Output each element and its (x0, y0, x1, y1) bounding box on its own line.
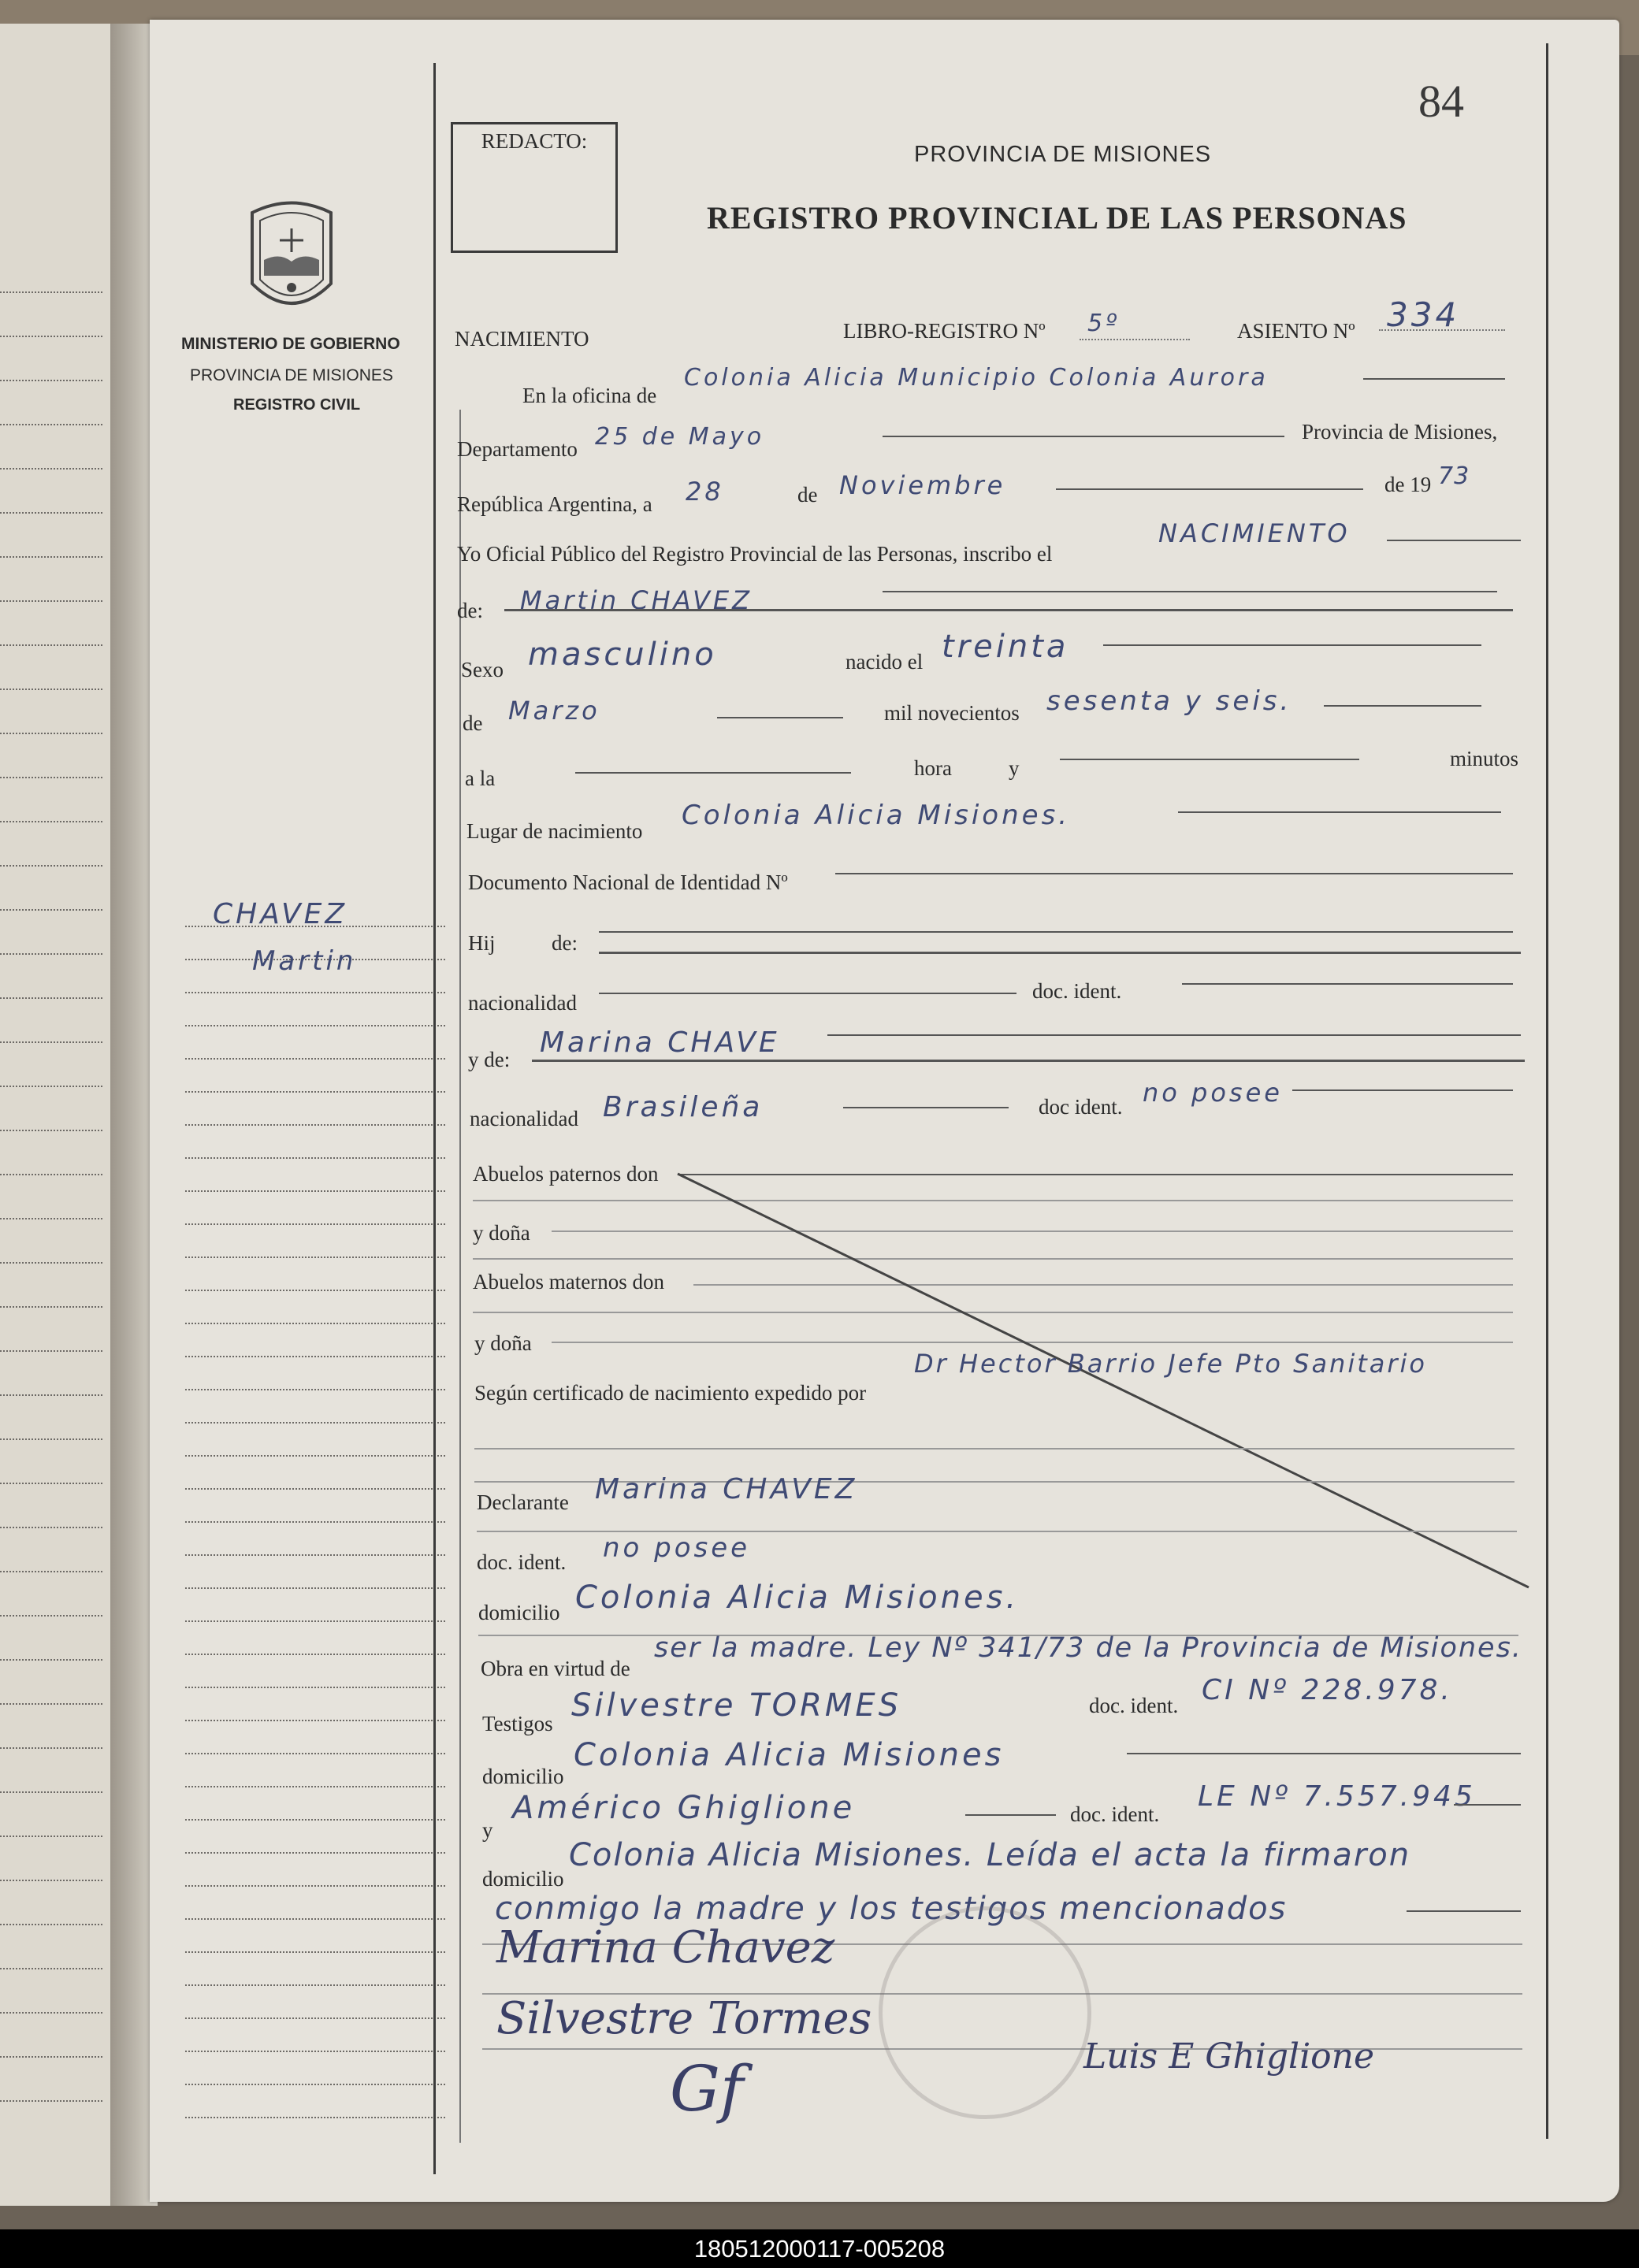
ministry-line2: PROVINCIA DE MISIONES (190, 366, 393, 384)
mil-value: sesenta y seis. (1046, 685, 1292, 717)
departamento-label: Departamento (457, 437, 578, 461)
anio-label: de 19 (1384, 473, 1432, 496)
official-stamp (879, 1906, 1091, 2119)
nac-mes-value: Marzo (508, 696, 600, 726)
abuelos-m-label: Abuelos maternos don (473, 1270, 664, 1294)
domicilio3-value: Colonia Alicia Misiones. Leída el acta la firmaron (569, 1837, 1411, 1873)
minutos-label: minutos (1450, 747, 1519, 770)
ministry-line3: REGISTRO CIVIL (233, 396, 361, 414)
domicilio3-label: domicilio (482, 1867, 564, 1891)
hij-de-label: de: (552, 931, 578, 955)
certificado-label: Según certificado de nacimiento expedido por (474, 1381, 867, 1405)
docident2-value: no posee (1143, 1078, 1283, 1108)
provincia-label: Provincia de Misiones, (1302, 420, 1498, 444)
departamento-value: 25 de Mayo (595, 423, 765, 451)
margin-surname: CHAVEZ (213, 898, 348, 930)
nac2-label: nacionalidad (470, 1107, 578, 1130)
sexo-label: Sexo (461, 658, 504, 681)
asiento-label: ASIENTO Nº (1237, 319, 1355, 343)
nacido-label: nacido el (846, 650, 924, 674)
declarante-label: Declarante (477, 1490, 569, 1514)
docident5-line (1454, 1804, 1521, 1806)
signature-madre: Marina Chavez (496, 1922, 835, 1973)
asiento-value: 334 (1387, 295, 1460, 334)
madre-value: Marina CHAVE (540, 1026, 780, 1059)
ydona1-label: y doña (473, 1221, 530, 1245)
registry-title: REGISTRO PROVINCIAL DE LAS PERSONAS (707, 200, 1407, 236)
domicilio2-value: Colonia Alicia Misiones (574, 1737, 1005, 1773)
signature-testigo1: Silvestre Tormes (496, 1993, 872, 2044)
page-number: 84 (1418, 76, 1464, 127)
oficina-label: En la oficina de (522, 384, 657, 407)
republica-label: República Argentina, a (457, 492, 652, 516)
footer-bar (0, 2229, 1639, 2268)
nacimiento-label: NACIMIENTO (455, 327, 589, 351)
de-nombre-label: de: (457, 599, 483, 622)
oficina-value: Colonia Alicia Municipio Colonia Aurora (684, 364, 1269, 392)
libro-label: LIBRO-REGISTRO Nº (843, 319, 1046, 343)
anio-value: 73 (1438, 462, 1470, 490)
certificado-line2 (474, 1448, 1514, 1450)
mes-value: Noviembre (839, 470, 1006, 500)
de-label: de (797, 483, 818, 507)
hij-label: Hij (468, 931, 496, 955)
oficial-value: NACIMIENTO (1158, 518, 1351, 548)
domicilio2-label: domicilio (482, 1765, 564, 1788)
certificado-value: Dr Hector Barrio Jefe Pto Sanitario (914, 1349, 1427, 1379)
footer-id: 180512000117-005208 (693, 2235, 946, 2262)
libro-value: 5º (1087, 310, 1121, 337)
ala-label: a la (465, 767, 496, 790)
conmigo-line (1407, 1910, 1521, 1912)
conmigo-value: conmigo la madre y los testigos mencionados (495, 1891, 1288, 1927)
nacido-value: treinta (942, 629, 1069, 665)
y-label: y (1009, 756, 1020, 780)
lugar-value: Colonia Alicia Misiones. (682, 800, 1071, 831)
docident3-label: doc. ident. (477, 1550, 567, 1574)
ydona2-label: y doña (474, 1331, 532, 1355)
redacto-label: REDACTO: (481, 129, 588, 153)
domicilio1-label: domicilio (478, 1601, 560, 1624)
dia-value: 28 (686, 477, 724, 507)
abuelos-p-label: Abuelos paternos don (473, 1162, 659, 1186)
margin-name: Martin (252, 945, 357, 977)
docident5-label: doc. ident. (1070, 1802, 1160, 1826)
nac2-value: Brasileña (603, 1091, 764, 1123)
sexo-value: masculino (528, 637, 717, 673)
de-mes-label: de (463, 711, 483, 735)
docident2-label: doc ident. (1039, 1095, 1123, 1119)
testigo1-value: Silvestre TORMES (571, 1687, 902, 1724)
ministry-line1: MINISTERIO DE GOBIERNO (181, 335, 400, 353)
docident4-value: CI Nº 228.978. (1202, 1674, 1453, 1706)
province-title: PROVINCIA DE MISIONES (914, 142, 1212, 167)
obra-value: ser la madre. Ley Nº 341/73 de la Provincia de Misiones. (654, 1632, 1522, 1664)
docident4-label: doc. ident. (1089, 1694, 1179, 1717)
hora-label: hora (914, 756, 952, 780)
y-testigo-label: y (482, 1818, 493, 1842)
signature-testigo2: Gf (670, 2052, 744, 2125)
oficial-label: Yo Oficial Público del Registro Provincial de las Personas, inscribo el (457, 542, 1053, 566)
declarante-value: Marina CHAVEZ (595, 1473, 858, 1505)
docident5-value: LE Nº 7.557.945 (1198, 1780, 1476, 1813)
domicilio2-line (1127, 1753, 1521, 1754)
testigos-label: Testigos (482, 1712, 553, 1735)
docident1-label: doc. ident. (1032, 979, 1122, 1003)
mil-label: mil novecientos (884, 701, 1020, 725)
nombre-value: Martin CHAVEZ (520, 585, 753, 615)
testigo2-line (965, 1814, 1056, 1816)
docident3-value: no posee (603, 1532, 751, 1564)
domicilio1-value: Colonia Alicia Misiones. (575, 1579, 1020, 1616)
dni-label: Documento Nacional de Identidad Nº (468, 870, 788, 894)
obra-label: Obra en virtud de (481, 1657, 630, 1680)
testigo2-value: Américo Ghiglione (512, 1790, 856, 1826)
nac1-label: nacionalidad (468, 991, 577, 1015)
yde-label: y de: (468, 1048, 511, 1071)
signature-oficial: Luis E Ghiglione (1083, 2036, 1375, 2077)
lugar-label: Lugar de nacimiento (466, 819, 643, 843)
